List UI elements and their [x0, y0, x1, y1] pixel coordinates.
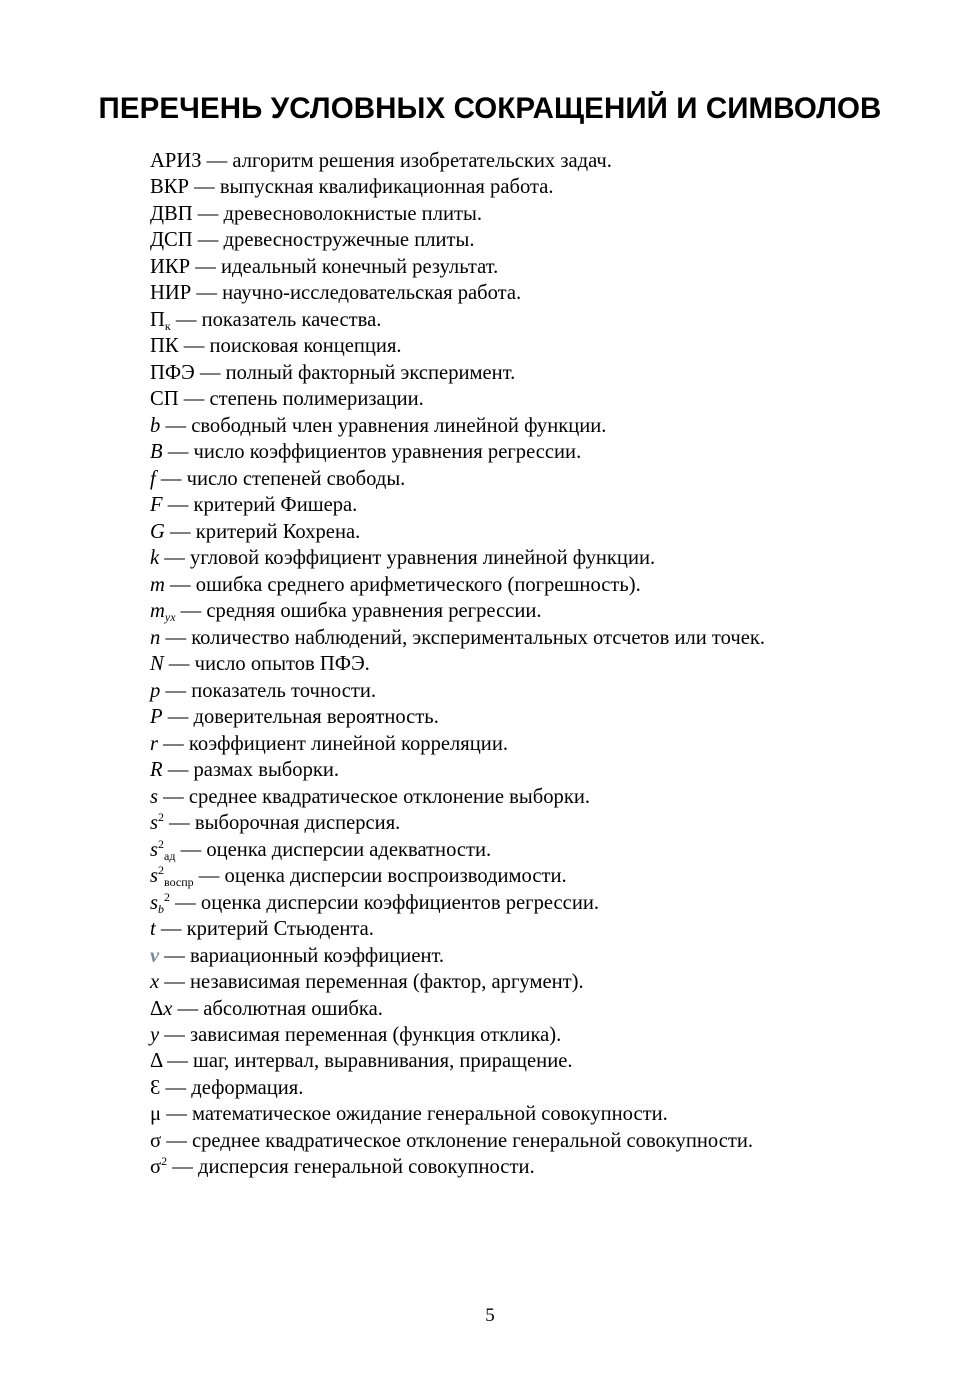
- item-superscript: 2: [161, 1154, 168, 1169]
- item-dash: —: [164, 812, 195, 835]
- item-description: дисперсия генеральной совокупности.: [198, 1156, 535, 1179]
- item-dash: —: [160, 679, 192, 702]
- item-symbol: R: [150, 759, 163, 782]
- item-dash: —: [194, 361, 226, 384]
- list-item: [150, 227, 765, 253]
- item-dash: —: [164, 573, 196, 596]
- item-description: ошибка среднего арифметического (погрешность).: [195, 573, 641, 596]
- item-subscript: воспр: [164, 875, 194, 890]
- item-symbol: s: [150, 785, 159, 808]
- item-symbol: s: [150, 812, 159, 835]
- item-description: деформация.: [191, 1076, 304, 1099]
- item-dash: —: [159, 1023, 191, 1046]
- item-description: древесноволокнистые плиты.: [223, 202, 482, 225]
- item-dash: —: [162, 441, 194, 464]
- item-symbol: F: [150, 494, 163, 517]
- item-description: критерий Кохрена.: [195, 520, 361, 543]
- item-dash: —: [158, 732, 189, 755]
- list-item: [150, 466, 765, 492]
- item-dash: —: [193, 865, 225, 888]
- list-item: [150, 810, 765, 836]
- list-item: [150, 890, 765, 916]
- item-symbol: Ɛ: [150, 1076, 161, 1099]
- item-dash: —: [159, 547, 191, 570]
- item-description: критерий Фишера.: [193, 494, 358, 517]
- list-item: [150, 201, 765, 227]
- list-item: [150, 731, 765, 757]
- list-item: [150, 837, 765, 863]
- list-item: [150, 572, 765, 598]
- item-description: среднее квадратическое отклонение выборки.: [188, 785, 590, 808]
- item-description: независимая переменная (фактор, аргумент).: [190, 971, 584, 994]
- variation-coefficient-icon: v: [150, 944, 160, 967]
- page-number: 5: [485, 1305, 495, 1326]
- item-dash: —: [170, 891, 201, 914]
- item-description: показатель качества.: [201, 308, 382, 331]
- item-dash: —: [158, 785, 189, 808]
- item-symbol: m: [150, 573, 165, 596]
- item-description: выборочная дисперсия.: [194, 812, 401, 835]
- list-item: [150, 492, 765, 518]
- list-item: [150, 651, 765, 677]
- item-symbol: σ: [150, 1156, 162, 1179]
- list-item: [150, 254, 765, 280]
- item-dash: —: [159, 971, 191, 994]
- item-dash: —: [170, 308, 202, 331]
- list-item: [150, 333, 765, 359]
- item-symbol: y: [150, 1023, 160, 1046]
- list-item: [150, 996, 765, 1022]
- item-subscript: к: [164, 318, 171, 333]
- item-symbol: s: [150, 865, 159, 888]
- item-symbol: N: [150, 653, 164, 676]
- item-description: угловой коэффициент уравнения линейной функции.: [190, 547, 656, 570]
- item-symbol: p: [150, 679, 161, 702]
- list-item: [150, 439, 765, 465]
- item-dash: —: [162, 706, 194, 729]
- list-item: [150, 1101, 765, 1127]
- list-item: [150, 969, 765, 995]
- item-description: показатель точности.: [191, 679, 377, 702]
- item-dash: —: [162, 1050, 193, 1073]
- list-item: [150, 545, 765, 571]
- item-dash: —: [160, 1076, 192, 1099]
- item-dash: —: [162, 494, 194, 517]
- item-dash: —: [190, 255, 221, 278]
- list-item: [150, 757, 765, 783]
- item-description: количество наблюдений, экспериментальных отсчетов или точек.: [191, 626, 766, 649]
- item-dash: —: [201, 150, 233, 172]
- item-description: алгоритм решения изобретательских задач.: [232, 150, 612, 172]
- list-item: [150, 625, 765, 651]
- list-item: [150, 1154, 765, 1180]
- item-description: степень полимеризации.: [209, 388, 424, 411]
- list-item: [150, 943, 765, 969]
- item-superscript: 2: [158, 810, 165, 825]
- item-dash: —: [163, 653, 195, 676]
- page-title: ПЕРЕЧЕНЬ УСЛОВНЫХ СОКРАЩЕНИЙ И СИМВОЛОВ: [98, 92, 882, 125]
- item-symbol: НИР: [150, 282, 192, 305]
- item-symbol: m: [150, 600, 165, 623]
- item-superscript: 2: [164, 889, 171, 904]
- item-dash: —: [192, 229, 224, 252]
- item-symbol: Δ: [150, 1050, 163, 1073]
- list-item: [150, 280, 765, 306]
- item-description: оценка дисперсии коэффициентов регрессии.: [200, 891, 600, 914]
- item-description: поисковая концепция.: [209, 335, 402, 358]
- item-dash: —: [178, 335, 210, 358]
- list-item: [150, 413, 765, 439]
- item-description: полный факторный эксперимент.: [225, 361, 516, 384]
- abbreviation-list: [150, 148, 765, 1181]
- item-symbol: k: [150, 547, 160, 570]
- item-symbol: σ: [150, 1129, 162, 1152]
- item-dash: —: [161, 1129, 192, 1152]
- item-symbol: f: [150, 467, 156, 490]
- item-superscript: 2: [158, 863, 165, 878]
- item-dash: —: [155, 918, 187, 941]
- item-description: средняя ошибка уравнения регрессии.: [206, 600, 542, 623]
- list-item: [150, 148, 765, 174]
- item-superscript: 2: [158, 836, 165, 851]
- item-description: математическое ожидание генеральной совокупности.: [191, 1103, 668, 1126]
- item-subscript: ад: [164, 848, 176, 863]
- item-dash: —: [172, 997, 204, 1020]
- list-item: [150, 174, 765, 200]
- list-item: [150, 519, 765, 545]
- item-description: коэффициент линейной корреляции.: [188, 732, 508, 755]
- list-item: [150, 678, 765, 704]
- list-item: [150, 863, 765, 889]
- list-item: [150, 386, 765, 412]
- item-dash: —: [162, 759, 194, 782]
- item-symbol: B: [150, 441, 163, 464]
- item-symbol: n: [150, 626, 161, 649]
- item-description: размах выборки.: [193, 759, 340, 782]
- item-description: научно-исследовательская работа.: [222, 282, 522, 305]
- item-symbol: P: [150, 706, 163, 729]
- list-item: [150, 1075, 765, 1101]
- item-symbol: ВКР: [150, 176, 189, 199]
- item-description: среднее квадратическое отклонение генеральной совокупности.: [192, 1129, 754, 1152]
- list-item: [150, 307, 765, 333]
- item-description: абсолютная ошибка.: [203, 997, 383, 1020]
- item-symbol: АРИЗ: [150, 150, 202, 172]
- item-description: свободный член уравнения линейной функции.: [191, 414, 607, 437]
- item-symbol: b: [150, 414, 161, 437]
- list-item: [150, 784, 765, 810]
- item-description: доверительная вероятность.: [193, 706, 439, 729]
- list-item: [150, 360, 765, 386]
- list-item: [150, 916, 765, 942]
- item-symbol: s: [150, 891, 159, 914]
- item-symbol-variable: x: [163, 997, 173, 1020]
- item-symbol: П: [150, 308, 165, 331]
- item-description: критерий Стьюдента.: [186, 918, 374, 941]
- item-dash: —: [160, 626, 192, 649]
- item-description: число коэффициентов уравнения регрессии.: [193, 441, 582, 464]
- item-description: число опытов ПФЭ.: [194, 653, 370, 676]
- list-item: [150, 1022, 765, 1048]
- item-symbol: r: [150, 732, 159, 755]
- item-symbol: СП: [150, 388, 179, 411]
- item-symbol: t: [150, 918, 156, 941]
- item-dash: —: [188, 176, 220, 199]
- list-item: [150, 704, 765, 730]
- item-description: зависимая переменная (функция отклика).: [190, 1023, 562, 1046]
- item-dash: —: [178, 388, 210, 411]
- item-dash: —: [167, 1156, 198, 1179]
- item-dash: —: [164, 520, 196, 543]
- item-description: вариационный коэффициент.: [190, 944, 445, 967]
- item-dash: —: [191, 282, 223, 305]
- item-symbol: ПФЭ: [150, 361, 195, 384]
- item-subscript: b: [158, 901, 165, 916]
- item-description: идеальный конечный результат.: [220, 255, 499, 278]
- item-description: древесностружечные плиты.: [223, 229, 475, 252]
- item-symbol: s: [150, 838, 159, 861]
- item-symbol: x: [150, 971, 160, 994]
- item-symbol: μ: [150, 1103, 162, 1126]
- item-description: выпускная квалификационная работа.: [219, 176, 554, 199]
- item-dash: —: [155, 467, 187, 490]
- item-subscript: yx: [164, 610, 176, 625]
- item-description: шаг, интервал, выравнивания, приращение.: [193, 1050, 573, 1073]
- list-item: [150, 1048, 765, 1074]
- item-symbol: ПК: [150, 335, 179, 358]
- item-dash: —: [161, 1103, 192, 1126]
- item-symbol: ИКР: [150, 255, 191, 278]
- item-description: число степеней свободы.: [186, 467, 406, 490]
- item-dash: —: [175, 838, 207, 861]
- item-symbol: ДВП: [150, 202, 193, 225]
- item-symbol: G: [150, 520, 165, 543]
- item-description: оценка дисперсии воспроизводимости.: [224, 865, 567, 888]
- list-item: [150, 1128, 765, 1154]
- item-dash: —: [159, 944, 191, 967]
- item-dash: —: [160, 414, 192, 437]
- item-dash: —: [175, 600, 207, 623]
- item-description: оценка дисперсии адекватности.: [206, 838, 492, 861]
- item-symbol: Δ: [150, 997, 164, 1020]
- item-symbol: ДСП: [150, 229, 193, 252]
- list-item: [150, 598, 765, 624]
- item-dash: —: [192, 202, 224, 225]
